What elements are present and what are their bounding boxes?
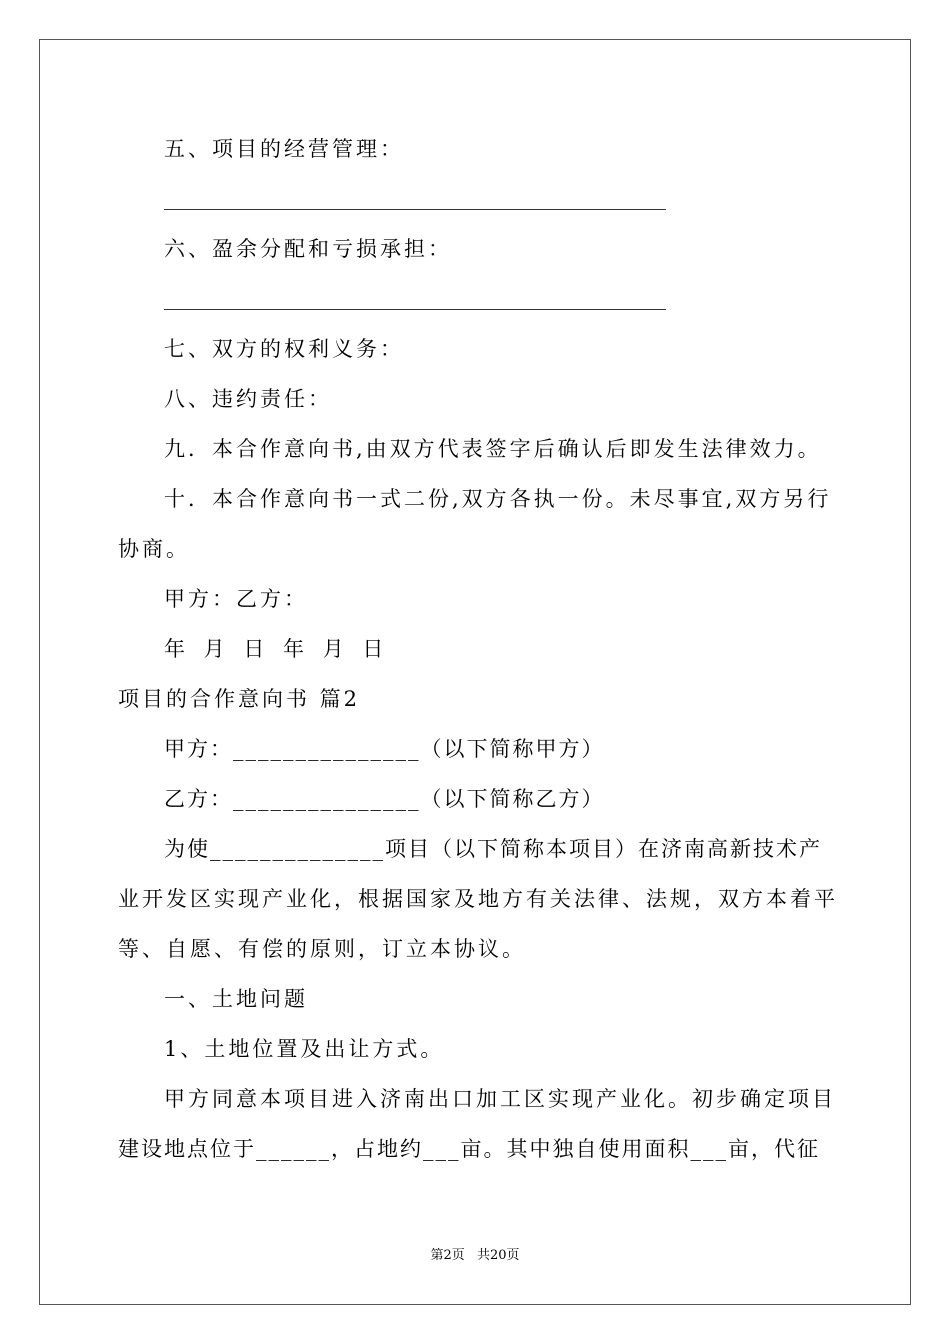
page-total: 共20页	[476, 1248, 520, 1263]
purpose-paragraph-line-1: 为使______________项目（以下简称本项目）在济南高新技术产	[164, 837, 822, 861]
purpose-paragraph-line-3: 等、自愿、有偿的原则，订立本协议。	[118, 937, 526, 961]
signature-parties: 甲方：乙方：	[164, 587, 308, 611]
page-footer	[0, 1248, 950, 1264]
section-8-heading: 八、违约责任：	[164, 387, 332, 411]
section-6-heading: 六、盈余分配和亏损承担：	[164, 237, 452, 261]
purpose-paragraph-line-2: 业开发区实现产业化，根据国家及地方有关法律、法规，双方本着平	[118, 887, 838, 911]
section-10-text: 十．本合作意向书一式二份,双方各执一份。未尽事宜,双方另行	[164, 487, 832, 511]
blank-line	[164, 309, 666, 310]
section-10-continuation: 协商。	[118, 537, 190, 561]
land-paragraph-line-2: 建设地点位于______，占地约___亩。其中独自使用面积___亩，代征	[118, 1137, 820, 1161]
land-paragraph-line-1: 甲方同意本项目进入济南出口加工区实现产业化。初步确定项目	[164, 1087, 836, 1111]
blank-line	[164, 209, 666, 210]
page-border	[39, 39, 911, 1305]
subsection-1-heading: 1、土地位置及出让方式。	[164, 1037, 445, 1061]
party-a-line: 甲方：_______________（以下简称甲方）	[164, 737, 605, 761]
party-b-line: 乙方：_______________（以下简称乙方）	[164, 787, 605, 811]
section-9-text: 九．本合作意向书,由双方代表签字后确认后即发生法律效力。	[164, 437, 822, 461]
page-number: 第2页	[430, 1248, 465, 1263]
document-title: 项目的合作意向书 篇2	[118, 687, 361, 711]
signature-dates: 年 月 日 年 月 日	[164, 637, 387, 661]
section-7-heading: 七、双方的权利义务：	[164, 337, 404, 361]
section-5-heading: 五、项目的经营管理：	[164, 137, 404, 161]
section-1-heading: 一、土地问题	[164, 987, 308, 1011]
